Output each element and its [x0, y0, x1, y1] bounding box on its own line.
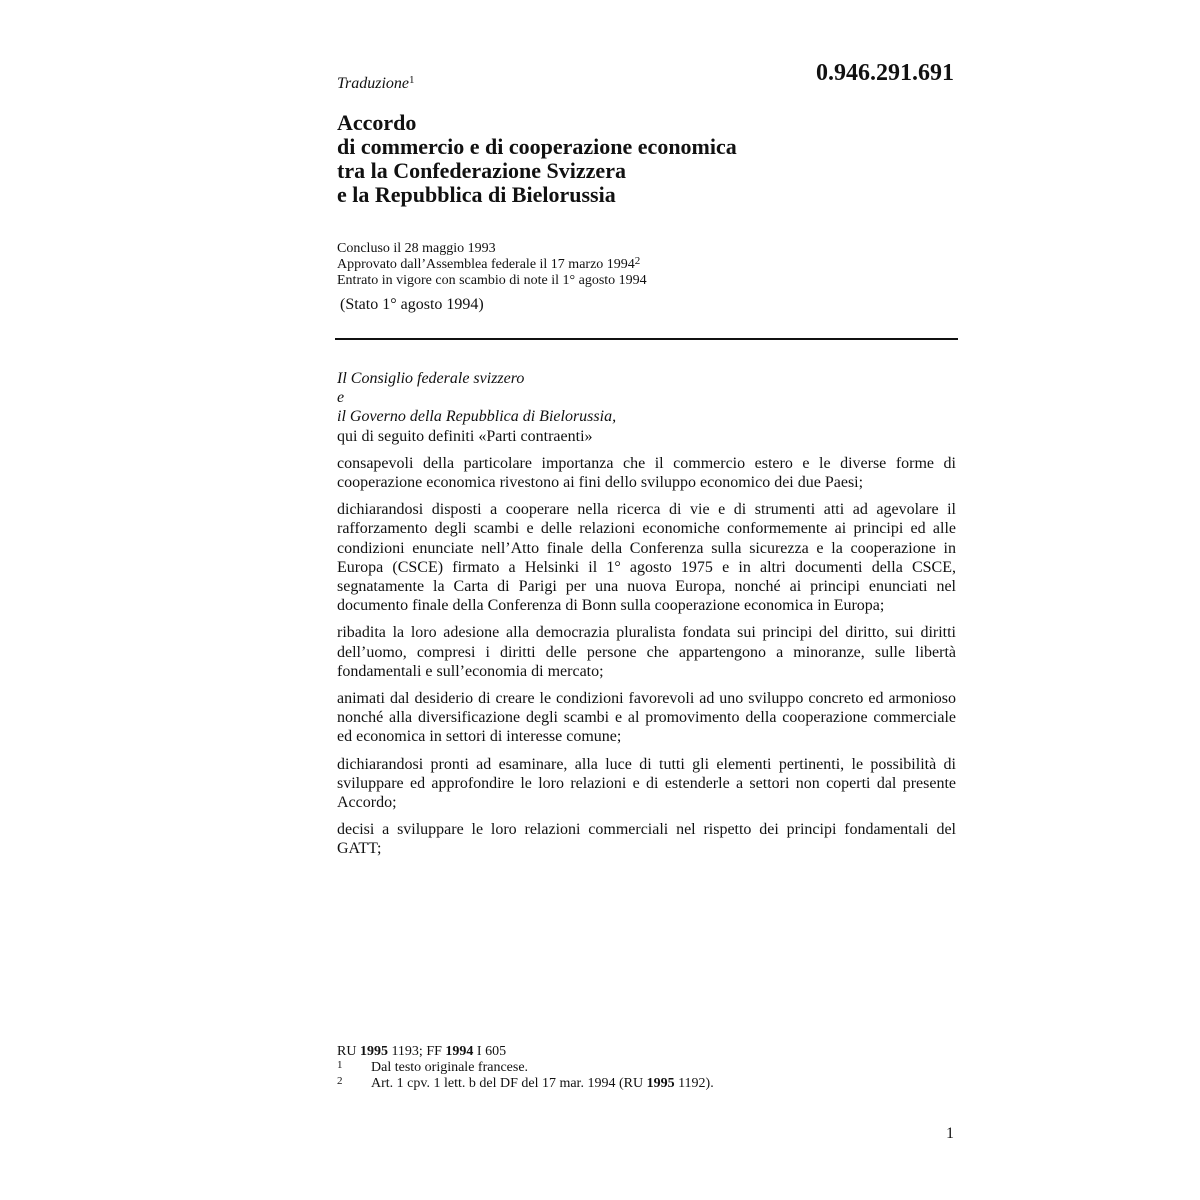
document-title: [337, 111, 957, 207]
footnotes-section: [337, 1044, 956, 1092]
ff-year: 1994: [445, 1044, 474, 1059]
preamble-paragraph: animati dal desiderio di creare le condizioni favorevoli ad uno sviluppo concreto ed armonioso nonché alla diversificazione degli scambi e al promovimento della cooperazione commerciale ed economica in settori di interesse comune;: [337, 690, 956, 746]
entry-into-force: Entrato in vigore con scambio di note il 1° agosto 1994: [337, 273, 647, 288]
footnote-text: Dal testo originale francese.: [371, 1060, 529, 1075]
document-header: [337, 74, 957, 315]
publication-reference: [337, 1044, 956, 1060]
footnote-text: [371, 1076, 956, 1092]
footnote-1: [337, 1060, 956, 1076]
document-metadata: [337, 241, 957, 289]
title-line: di commercio e di cooperazione economica: [337, 134, 737, 159]
footnote-2: [337, 1076, 956, 1092]
footnote-year: 1995: [646, 1076, 675, 1091]
header-divider: [335, 338, 958, 340]
footnote-text-before: Art. 1 cpv. 1 lett. b del DF del 17 mar. 1994 (RU: [371, 1076, 647, 1091]
footnote-number: 2: [337, 1075, 343, 1087]
approval-date: [337, 257, 957, 273]
footnote-text-after: 1192).: [674, 1076, 714, 1091]
party-conjunction: e: [337, 389, 345, 407]
translation-label: [337, 74, 957, 94]
page-number: 1: [946, 1125, 954, 1142]
translation-label-text: Traduzione: [337, 75, 410, 92]
footnote-ref-2[interactable]: 2: [634, 255, 641, 267]
sr-number: 0.946.291.691: [816, 60, 954, 86]
status-date: (Stato 1° agosto 1994): [340, 296, 484, 313]
ru-page: 1193; FF: [387, 1044, 446, 1059]
preamble-paragraph: consapevoli della particolare importanza che il commercio estero e le diverse forme di cooperazione economica rivestono ai fini dello sviluppo economico dei due Paesi;: [337, 454, 956, 492]
parties-definition: qui di seguito definiti «Parti contraenti»: [337, 427, 593, 445]
ru-year: 1995: [359, 1044, 388, 1059]
title-line: tra la Confederazione Svizzera: [337, 158, 626, 183]
ru-prefix: RU: [337, 1044, 360, 1059]
title-line: e la Repubblica di Bielorussia: [337, 182, 616, 207]
approval-date-text: Approvato dall’Assemblea federale il 17 marzo 1994: [337, 257, 635, 272]
title-line: Accordo: [337, 110, 417, 135]
party-second: il Governo della Repubblica di Bielorussia,: [337, 408, 617, 426]
preamble-paragraph: dichiarandosi pronti ad esaminare, alla luce di tutti gli elementi pertinenti, le possibilità di sviluppare ed approfondire le loro relazioni e di estenderle a settori non coperti dal presente Accordo;: [337, 755, 956, 812]
preamble-paragraph: dichiarandosi disposti a cooperare nella ricerca di vie e di strumenti atti ad agevolare il rafforzamento degli scambi e delle relazioni economiche conformemente ai principi ed alle condizioni enunciate nell’Atto finale della Conferenza sulla sicurezza e la cooperazione in Europa (CSCE) firmato a Helsinki il 1° agosto 1975 e in altri documenti della CSCE, segnatamente la Carta di Parigi per una nuova Europa, nonché ai principi enunciati nel documento finale della Conferenza di Bonn sulla cooperazione economica in Europa;: [337, 501, 956, 615]
ff-page: I 605: [473, 1044, 507, 1059]
document-body: [337, 369, 956, 859]
footnote-ref-1[interactable]: 1: [409, 74, 415, 86]
preamble-paragraph: ribadita la loro adesione alla democrazia pluralista fondata sui principi del diritto, sui diritti dell’uomo, compresi i diritti delle persone che appartengono a minoranze, sulle libertà fondamentali e sull’economia di mercato;: [337, 624, 956, 680]
footnote-number: 1: [337, 1059, 343, 1071]
concluded-date: Concluso il 28 maggio 1993: [337, 241, 496, 256]
party-first: Il Consiglio federale svizzero: [337, 370, 525, 387]
preamble-paragraph: decisi a sviluppare le loro relazioni commerciali nel rispetto dei principi fondamentali del GATT;: [337, 821, 956, 858]
